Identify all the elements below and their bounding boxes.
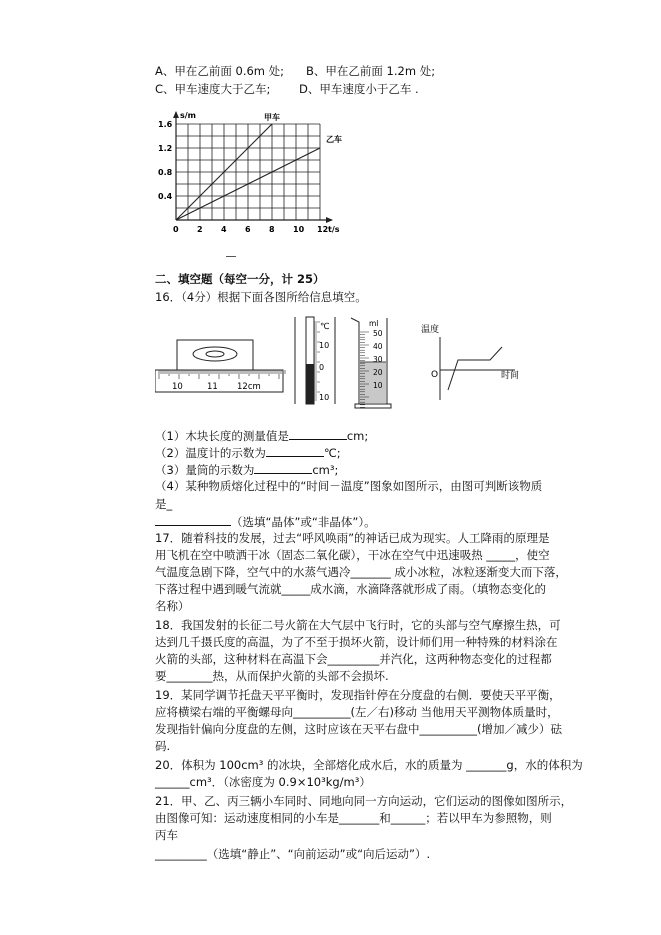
chart-grid [176,124,320,220]
graph-dash [226,256,236,257]
chart-axes [173,111,333,223]
question-16: 16．（4分）根据下面各图所给信息填空。 [155,290,367,304]
y-axis-arrow [173,111,179,118]
option-c: C、甲车速度大于乙车; [155,82,271,96]
q18-line-3: 火箭的头部，这种材料在高温下会_________并汽化，这两种物态变化的过程都 [155,652,552,666]
thermometer-figure [295,317,335,404]
x-axis-label: t/s [328,225,340,234]
melting-graph-figure [421,323,519,400]
q17-line-5: 名称） [155,599,190,613]
thermo-label-2: 0 [319,363,325,372]
q16-1-text: （1）木块长度的测量值是 [155,429,289,443]
melting-graph-origin: O [431,370,439,380]
x-tick-label: 8 [269,225,275,234]
q16-2-unit: ℃; [323,446,341,460]
q16-4-line1: （4）某种物质熔化过程中的“时间－温度”图象如图所示，由图可判断该物质 [155,479,543,493]
y-tick-label: 0.8 [158,168,173,177]
thermo-label-3: 10 [319,393,330,402]
cyl-label-10: 10 [373,381,383,390]
x-tick-label: 4 [221,225,227,234]
q18-line-1: 18．我国发射的长征二号火箭在大气层中飞行时，它的头部与空气摩擦生热，可 [155,618,561,632]
q16-1 [155,427,368,445]
q16-3-unit: cm³; [312,463,339,477]
q16-4-blank[interactable] [155,513,231,526]
q21-line-4: _________（选填“静止”、“向前运动”或“向后运动”）. [155,847,431,861]
option-b: B、甲在乙前面 1.2m 处; [306,64,436,78]
cyl-label-20: 20 [373,368,383,377]
q16-2 [155,444,341,462]
x-tick-label: 12 [317,225,329,234]
series-label-0: 甲车 [264,113,280,122]
x-axis-arrow [326,217,333,223]
melting-curve [448,347,502,390]
y-axis-label: s/m [180,111,197,120]
thermometer-ticks [314,322,320,400]
figures-row [155,312,525,412]
q17-line-3: 气温度急剧下降，空气中的水蒸气遇冷_______ 成小冰粒，冰粒逐渐变大而下落， [155,565,567,579]
y-tick-label: 1.6 [158,120,173,129]
q19-line-2: 应将横梁右端的平衡螺母向__________(左／右)移动 当他用天平测物体质量时， [155,705,559,719]
x-tick-label: 6 [245,225,251,234]
q21-line-3: 丙车 [155,828,178,842]
x-tick-label: 2 [197,225,203,234]
q16-1-unit: cm; [346,429,369,443]
q16-4-hint: （选填“晶体”或“非晶体”）。 [231,515,376,529]
q16-4-line2 [155,513,376,531]
q20-line-1: 20．体积为 100cm³ 的冰块，全部熔化成水后，水的质量为 _______g，水的体积为 [155,758,583,772]
st-graph [148,108,348,248]
y-tick-label: 1.2 [158,144,173,153]
q17-line-1: 17．随着科技的发展，过去“呼风唤雨”的神话已成为现实。人工降雨的原理是 [155,531,550,545]
q16-2-text: （2）温度计的示数为 [155,446,266,460]
q17-line-4: 下落过程中遇到暖气流就_____成水滴，水滴降落就形成了雨。（填物态变化的 [155,582,546,596]
cyl-label-30: 30 [373,355,383,364]
series-label-1: 乙车 [326,135,342,144]
ruler-figure [155,340,285,392]
section-heading: 二、填空题（每空一分，计 25） [155,272,325,286]
q16-3-text: （3）量筒的示数为 [155,463,255,477]
cylinder-figure [351,318,391,408]
q21-line-1: 21．甲、乙、丙三辆小车同时、同地向同一方向运动，它们运动的图像如图所示， [155,794,573,808]
chart-labels [180,111,342,234]
cyl-label-ml: ml [369,319,379,328]
thermometer-liquid [306,364,314,404]
q19-line-4: 码. [155,739,171,753]
cyl-label-50: 50 [373,329,383,338]
y-tick-label: 0.4 [158,192,173,201]
q19-line-3: 发现指针偏向分度盘的左侧，这时应该在天平右盘中__________(增加／减少）砝 [155,722,562,736]
thermometer-unit: ℃ [320,322,330,332]
q21-line-2: 由图像可知：运动速度相同的小车是_______和______；若以甲车为参照物，则 [155,811,552,825]
q19-line-1: 19．某同学调节托盘天平平衡时，发现指针停在分度盘的右侧．要使天平平衡， [155,688,561,702]
option-a: A、甲在乙前面 0.6m 处; [155,64,285,78]
q16-3 [155,461,338,479]
q20-line-2: ______cm³．（冰密度为 0.9×10³kg/m³） [155,775,371,789]
q16-3-blank[interactable] [254,461,312,474]
q16-4-line1b: 是_ [155,497,173,511]
q18-line-2: 达到几千摄氏度的高温，为了不至于损坏火箭，设计师们用一种特殊的材料涂在 [155,635,558,649]
cyl-label-40: 40 [373,342,383,351]
q17-line-2: 用飞机在空中喷洒干冰（固态二氧化碳），干冰在空气中迅速吸热 _____，使空 [155,548,550,562]
melting-graph-x-label: 时间 [501,371,520,381]
melting-graph-y-label: 温度 [421,325,440,335]
chart-ticks [158,120,328,234]
x-tick-label: 0 [173,225,179,234]
q18-line-4: 要________热，从而保护火箭的头部不会损坏. [155,669,389,683]
ruler-label-10: 10 [172,382,183,392]
thermo-label-1: 10 [319,341,330,350]
ruler-label-12: 12cm [237,382,261,392]
ruler-label-11: 11 [207,382,218,392]
q16-2-blank[interactable] [266,444,324,457]
x-tick-label: 10 [293,225,305,234]
option-d: D、甲车速度小于乙车 . [299,82,419,96]
q16-1-blank[interactable] [289,427,347,440]
